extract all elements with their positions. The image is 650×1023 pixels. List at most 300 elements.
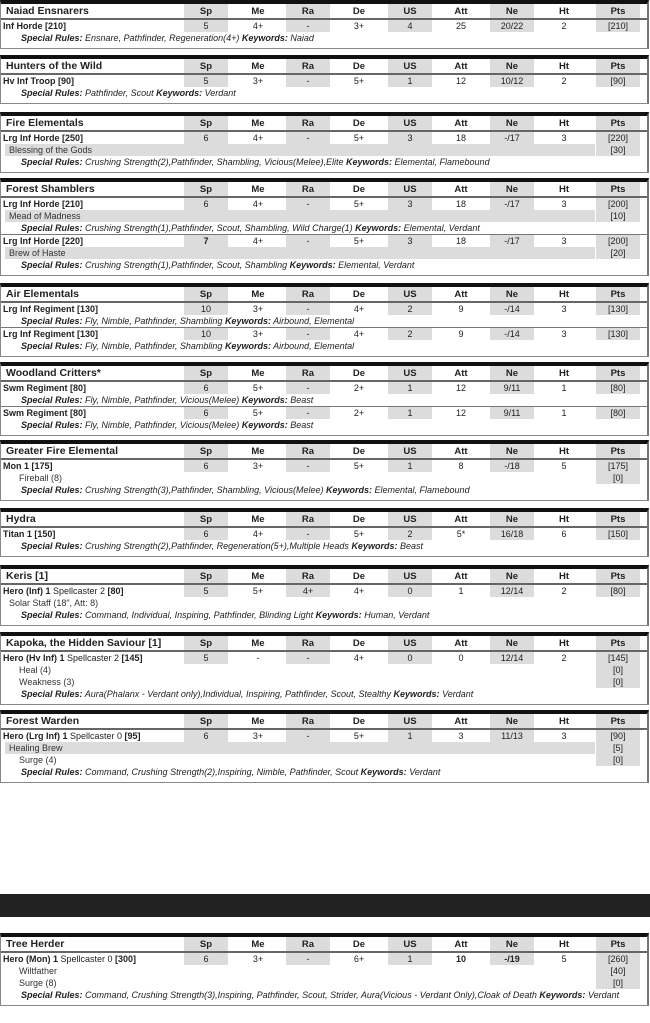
stat-att: Att xyxy=(454,939,468,950)
keywords-text: Elemental, Flamebound xyxy=(372,485,470,495)
stat-sp: Sp xyxy=(184,366,228,380)
profile-cost: [300] xyxy=(115,954,137,964)
stat-ne: Ne xyxy=(490,59,534,73)
stat-ne: Ne xyxy=(490,287,534,301)
unit-header xyxy=(1,59,647,75)
stat-ht: 3 xyxy=(561,304,567,314)
stat-pts: [130] xyxy=(596,303,640,315)
profile-cost: [95] xyxy=(124,731,141,741)
stat-sp: 6 xyxy=(184,953,228,965)
profile-row xyxy=(1,382,647,394)
stat-ra: Ra xyxy=(286,366,330,380)
stat-ra: Ra xyxy=(286,59,330,73)
stat-de: De xyxy=(352,61,366,72)
stat-ne: 20/22 xyxy=(490,20,534,32)
stat-ra: - xyxy=(286,730,330,742)
profile-type: Lrg Inf Regiment [130] xyxy=(3,329,99,339)
stat-me: 5+ xyxy=(252,586,264,596)
stat-us: US xyxy=(388,714,432,728)
stat-me: 5+ xyxy=(252,408,264,418)
keywords-text: Beast xyxy=(287,395,314,405)
unit-block xyxy=(0,178,649,276)
unit-profile xyxy=(3,75,74,87)
unit-profile xyxy=(3,652,143,664)
profile-type: Swm Regiment [80] xyxy=(3,408,87,418)
stat-att: 25 xyxy=(455,21,466,31)
stat-sp: 5 xyxy=(184,75,228,87)
special-rules-label: Special Rules: xyxy=(21,990,83,1000)
upgrade-row xyxy=(1,247,647,259)
stat-ra: Ra xyxy=(286,287,330,301)
stat-ne: -/17 xyxy=(490,132,534,144)
stat-sp: 10 xyxy=(184,303,228,315)
stat-att: 3 xyxy=(458,731,464,741)
stat-ht: Ht xyxy=(558,61,570,72)
stat-att: 9 xyxy=(458,329,464,339)
upgrade-name: Blessing of the Gods xyxy=(5,144,595,156)
stat-de: De xyxy=(352,514,366,525)
special-rules-label: Special Rules: xyxy=(21,767,83,777)
stat-us: 3 xyxy=(388,235,432,247)
stat-pts: [200] xyxy=(596,235,640,247)
stat-ne: 9/11 xyxy=(490,407,534,419)
stat-pts: [30] xyxy=(596,144,640,156)
stat-att: 18 xyxy=(455,133,466,143)
spellcaster-level: Spellcaster 0 xyxy=(58,954,116,964)
upgrade-name: Healing Brew xyxy=(5,742,595,754)
stat-sp: Sp xyxy=(184,937,228,951)
stat-ht: Ht xyxy=(558,368,570,379)
stat-ht: 2 xyxy=(561,21,567,31)
unit-profile xyxy=(3,407,86,419)
upgrade-row xyxy=(1,210,647,222)
stat-us: US xyxy=(388,366,432,380)
unit-header xyxy=(1,182,647,198)
stat-att: Att xyxy=(454,446,468,457)
stat-ra: - xyxy=(286,235,330,247)
profile-type: Lrg Inf Regiment [130] xyxy=(3,304,99,314)
unit-profile xyxy=(3,953,136,965)
special-rules xyxy=(1,394,647,406)
stat-ne: Ne xyxy=(490,182,534,196)
stat-us: 2 xyxy=(388,303,432,315)
keywords-label: Keywords: xyxy=(351,541,398,551)
page-break-bar xyxy=(0,894,650,917)
profile-row xyxy=(1,303,647,315)
stat-ra: Ra xyxy=(286,937,330,951)
upgrade-row xyxy=(1,754,647,766)
stat-ht: 6 xyxy=(561,529,567,539)
stat-me: Me xyxy=(251,446,265,457)
stat-ht: Ht xyxy=(558,118,570,129)
stat-ra: Ra xyxy=(286,182,330,196)
keywords-label: Keywords: xyxy=(224,316,271,326)
unit-header xyxy=(1,116,647,132)
stat-me: Me xyxy=(251,289,265,300)
stat-pts: [0] xyxy=(596,472,640,484)
upgrade-row xyxy=(1,144,647,156)
stat-sp: 7 xyxy=(184,235,228,247)
upgrade-row xyxy=(1,664,647,676)
keywords-label: Keywords: xyxy=(393,689,440,699)
upgrade-row xyxy=(1,977,647,989)
unit-name: Woodland Critters* xyxy=(6,367,101,379)
unit-name: Kapoka, the Hidden Saviour [1] xyxy=(6,637,162,649)
stat-me: Me xyxy=(251,61,265,72)
stat-pts: [175] xyxy=(596,460,640,472)
profile-type: Swm Regiment [80] xyxy=(3,383,87,393)
stat-sp: 10 xyxy=(184,328,228,340)
stat-pts: [150] xyxy=(596,528,640,540)
stat-de: De xyxy=(352,6,366,17)
unit-profile xyxy=(3,132,83,144)
unit-profile xyxy=(3,198,83,210)
special-rules-text: Crushing Strength(2),Pathfinder, Regeneration(5+),Multiple Heads xyxy=(82,541,352,551)
stat-us: 1 xyxy=(388,75,432,87)
unit-header xyxy=(1,636,647,652)
unit-profile xyxy=(3,460,53,472)
stat-att: 9 xyxy=(458,304,464,314)
special-rules xyxy=(1,222,647,234)
unit-name: Air Elementals xyxy=(6,288,79,300)
stat-att: 12 xyxy=(455,383,466,393)
keywords-text: Beast xyxy=(287,420,314,430)
stat-sp: Sp xyxy=(184,512,228,526)
special-rules xyxy=(1,87,647,99)
keywords-text: Verdant xyxy=(406,767,441,777)
stat-ra: - xyxy=(286,528,330,540)
keywords-text: Elemental, Flamebound xyxy=(392,157,490,167)
keywords-text: Verdant xyxy=(439,689,474,699)
stat-us: 1 xyxy=(388,382,432,394)
profile-row xyxy=(1,953,647,965)
stat-pts: [0] xyxy=(596,676,640,688)
stat-pts: [80] xyxy=(596,407,640,419)
spellcaster-level: Spellcaster 0 xyxy=(67,731,125,741)
stat-att: Att xyxy=(454,716,468,727)
upgrade-name: Brew of Haste xyxy=(5,247,595,259)
stat-sp: 5 xyxy=(184,20,228,32)
special-rules xyxy=(1,340,647,352)
unit-profile xyxy=(3,303,98,315)
keywords-text: Airbound, Elemental xyxy=(270,341,355,351)
stat-sp: 6 xyxy=(184,730,228,742)
stat-sp: Sp xyxy=(184,116,228,130)
stat-de: De xyxy=(352,716,366,727)
stat-ht: 2 xyxy=(561,586,567,596)
stat-att: Att xyxy=(454,184,468,195)
stat-sp: 6 xyxy=(184,132,228,144)
profile-row xyxy=(1,528,647,540)
special-rules xyxy=(1,156,647,168)
stat-ra: - xyxy=(286,303,330,315)
keywords-text: Elemental, Verdant xyxy=(335,260,415,270)
stat-me: 3+ xyxy=(252,76,264,86)
stat-me: Me xyxy=(251,638,265,649)
stat-de: 3+ xyxy=(353,21,365,31)
keywords-label: Keywords: xyxy=(315,610,362,620)
stat-pts: [0] xyxy=(596,977,640,989)
upgrade-row xyxy=(1,742,647,754)
stat-ht: Ht xyxy=(558,716,570,727)
stat-de: De xyxy=(352,368,366,379)
stat-us: 3 xyxy=(388,198,432,210)
stat-ht: Ht xyxy=(558,446,570,457)
stat-att: Att xyxy=(454,368,468,379)
stat-ht: 3 xyxy=(561,731,567,741)
special-rules-text: Command, Crushing Strength(2),Inspiring, Nimble, Pathfinder, Scout xyxy=(82,767,361,777)
stat-ne: Ne xyxy=(490,937,534,951)
keywords-label: Keywords: xyxy=(156,88,203,98)
stat-de: 4+ xyxy=(353,304,365,314)
stat-ra: Ra xyxy=(286,636,330,650)
stat-pts: Pts xyxy=(596,287,640,301)
keywords-text: Verdant xyxy=(202,88,236,98)
unit-header xyxy=(1,937,647,953)
profile-type: Hero (Hv Inf) 1 xyxy=(3,653,65,663)
profile-cost: [145] xyxy=(121,653,143,663)
stat-me: Me xyxy=(251,184,265,195)
unit-header xyxy=(1,569,647,585)
stat-ht: Ht xyxy=(558,939,570,950)
stat-us: 2 xyxy=(388,328,432,340)
stat-pts: Pts xyxy=(596,714,640,728)
spellcaster-level: Spellcaster 2 xyxy=(64,653,122,663)
stat-me: Me xyxy=(251,368,265,379)
stat-ne: Ne xyxy=(490,512,534,526)
upgrade-name: Surge (8) xyxy=(19,978,57,988)
stat-ht: Ht xyxy=(558,6,570,17)
stat-me: 3+ xyxy=(252,304,264,314)
unit-block xyxy=(0,55,649,104)
stat-ra: 4+ xyxy=(286,585,330,597)
special-rules-text: Fly, Nimble, Pathfinder, Shambling xyxy=(82,341,225,351)
stat-sp: 6 xyxy=(184,382,228,394)
stat-ra: - xyxy=(286,20,330,32)
profile-type: Lrg Inf Horde [250] xyxy=(3,133,84,143)
stat-pts: [90] xyxy=(596,75,640,87)
stat-de: 5+ xyxy=(353,461,365,471)
profile-row xyxy=(1,327,647,340)
unit-block xyxy=(0,362,649,436)
unit-block xyxy=(0,933,649,1006)
unit-block xyxy=(0,440,649,501)
stat-ne: Ne xyxy=(490,366,534,380)
stat-me: - xyxy=(256,653,260,663)
stat-sp: Sp xyxy=(184,4,228,18)
unit-header xyxy=(1,512,647,528)
profile-row xyxy=(1,652,647,664)
stat-pts: Pts xyxy=(596,937,640,951)
unit-header xyxy=(1,444,647,460)
unit-name: Keris [1] xyxy=(6,570,49,582)
stat-me: 3+ xyxy=(252,731,264,741)
profile-type: Inf Horde [210] xyxy=(3,21,67,31)
keywords-label: Keywords: xyxy=(241,33,288,43)
upgrade-row xyxy=(1,472,647,484)
special-rules-label: Special Rules: xyxy=(21,157,83,167)
special-rules-text: Ensnare, Pathfinder, Regeneration(4+) xyxy=(82,33,242,43)
unit-block xyxy=(0,508,649,557)
profile-type: Lrg Inf Horde [220] xyxy=(3,236,84,246)
profile-row xyxy=(1,234,647,247)
profile-type: Hv Inf Troop [90] xyxy=(3,76,75,86)
unit-profile xyxy=(3,382,86,394)
stat-ht: Ht xyxy=(558,514,570,525)
upgrade-name: Solar Staff (18", Att: 8) xyxy=(9,598,99,608)
stat-att: 10 xyxy=(455,954,466,964)
profile-row xyxy=(1,132,647,144)
stat-de: De xyxy=(352,184,366,195)
stat-ne: 11/13 xyxy=(490,730,534,742)
stat-ra: - xyxy=(286,198,330,210)
stat-ne: 9/11 xyxy=(490,382,534,394)
stat-sp: Sp xyxy=(184,714,228,728)
special-rules-text: Pathfinder, Scout xyxy=(82,88,157,98)
stat-att: 1 xyxy=(458,586,464,596)
special-rules-label: Special Rules: xyxy=(21,610,83,620)
stat-ne: 12/14 xyxy=(490,652,534,664)
special-rules xyxy=(1,32,647,44)
stat-ra: Ra xyxy=(286,444,330,458)
stat-de: De xyxy=(352,289,366,300)
stat-ne: Ne xyxy=(490,4,534,18)
stat-pts: Pts xyxy=(596,116,640,130)
stat-sp: 5 xyxy=(184,585,228,597)
unit-name: Forest Warden xyxy=(6,715,80,727)
unit-name: Naiad Ensnarers xyxy=(6,5,89,17)
stat-ne: Ne xyxy=(490,444,534,458)
stat-me: 4+ xyxy=(252,133,264,143)
upgrade-name: Mead of Madness xyxy=(5,210,595,222)
stat-de: 5+ xyxy=(353,133,365,143)
keywords-text: Naiad xyxy=(287,33,314,43)
stat-sp: Sp xyxy=(184,182,228,196)
stat-de: 5+ xyxy=(353,76,365,86)
stat-ra: Ra xyxy=(286,569,330,583)
stat-ra: - xyxy=(286,407,330,419)
stat-me: Me xyxy=(251,716,265,727)
unit-block xyxy=(0,283,649,357)
unit-name: Greater Fire Elemental xyxy=(6,445,119,457)
stat-us: US xyxy=(388,116,432,130)
stat-ra: - xyxy=(286,953,330,965)
stat-sp: Sp xyxy=(184,444,228,458)
stat-ra: Ra xyxy=(286,512,330,526)
stat-att: 0 xyxy=(458,653,464,663)
stat-us: US xyxy=(388,937,432,951)
stat-ne: 12/14 xyxy=(490,585,534,597)
unit-block xyxy=(0,632,649,705)
special-rules-label: Special Rules: xyxy=(21,316,83,326)
stat-me: Me xyxy=(251,939,265,950)
special-rules-label: Special Rules: xyxy=(21,260,83,270)
stat-us: US xyxy=(388,636,432,650)
special-rules xyxy=(1,609,647,621)
special-rules xyxy=(1,315,647,327)
upgrade-name: Heal (4) xyxy=(19,665,52,675)
stat-pts: [130] xyxy=(596,328,640,340)
stat-att: 8 xyxy=(458,461,464,471)
stat-de: 6+ xyxy=(353,954,365,964)
stat-ht: 3 xyxy=(561,236,567,246)
keywords-text: Verdant xyxy=(585,990,620,1000)
stat-ne: -/19 xyxy=(490,953,534,965)
unit-header xyxy=(1,4,647,20)
stat-us: US xyxy=(388,444,432,458)
stat-de: 5+ xyxy=(353,199,365,209)
unit-block xyxy=(0,565,649,626)
profile-cost: [80] xyxy=(107,586,124,596)
stat-ht: 3 xyxy=(561,329,567,339)
stat-de: 4+ xyxy=(353,653,365,663)
stat-de: 4+ xyxy=(353,329,365,339)
upgrade-row xyxy=(1,676,647,688)
stat-att: Att xyxy=(454,571,468,582)
stat-me: Me xyxy=(251,118,265,129)
stat-ne: 10/12 xyxy=(490,75,534,87)
stat-ne: Ne xyxy=(490,569,534,583)
stat-us: 1 xyxy=(388,953,432,965)
special-rules-label: Special Rules: xyxy=(21,88,83,98)
stat-pts: [0] xyxy=(596,664,640,676)
special-rules-label: Special Rules: xyxy=(21,485,83,495)
profile-type: Hero (Mon) 1 xyxy=(3,954,58,964)
stat-att: Att xyxy=(454,514,468,525)
profile-type: Lrg Inf Horde [210] xyxy=(3,199,84,209)
stat-us: US xyxy=(388,59,432,73)
stat-sp: 6 xyxy=(184,528,228,540)
profile-row xyxy=(1,585,647,597)
keywords-text: Elemental, Verdant xyxy=(401,223,480,233)
stat-de: De xyxy=(352,571,366,582)
stat-att: 18 xyxy=(455,236,466,246)
special-rules xyxy=(1,989,647,1001)
keywords-label: Keywords: xyxy=(241,420,288,430)
stat-sp: 6 xyxy=(184,460,228,472)
stat-pts: [260] xyxy=(596,953,640,965)
unit-profile xyxy=(3,585,124,597)
unit-name: Fire Elementals xyxy=(6,117,84,129)
stat-ne: -/14 xyxy=(490,328,534,340)
unit-profile xyxy=(3,528,55,540)
stat-att: 12 xyxy=(455,76,466,86)
keywords-label: Keywords: xyxy=(241,395,288,405)
stat-de: 5+ xyxy=(353,731,365,741)
unit-name: Hunters of the Wild xyxy=(6,60,103,72)
special-rules-text: Fly, Nimble, Pathfinder, Shambling xyxy=(82,316,225,326)
stat-att: Att xyxy=(454,6,468,17)
stat-pts: Pts xyxy=(596,182,640,196)
stat-pts: Pts xyxy=(596,444,640,458)
stat-ht: 1 xyxy=(561,383,567,393)
profile-row xyxy=(1,20,647,32)
stat-us: 1 xyxy=(388,730,432,742)
stat-ra: - xyxy=(286,328,330,340)
stat-us: 1 xyxy=(388,407,432,419)
stat-pts: Pts xyxy=(596,636,640,650)
stat-pts: [145] xyxy=(596,652,640,664)
stat-me: Me xyxy=(251,571,265,582)
stat-ht: Ht xyxy=(558,638,570,649)
special-rules-label: Special Rules: xyxy=(21,341,83,351)
special-rules-text: Aura(Phalanx - Verdant only),Individual, Inspiring, Pathfinder, Scout, Stealthy xyxy=(82,689,394,699)
unit-profile xyxy=(3,20,66,32)
stat-ne: -/17 xyxy=(490,235,534,247)
stat-ne: Ne xyxy=(490,714,534,728)
keywords-text: Human, Verdant xyxy=(361,610,430,620)
stat-pts: [210] xyxy=(596,20,640,32)
